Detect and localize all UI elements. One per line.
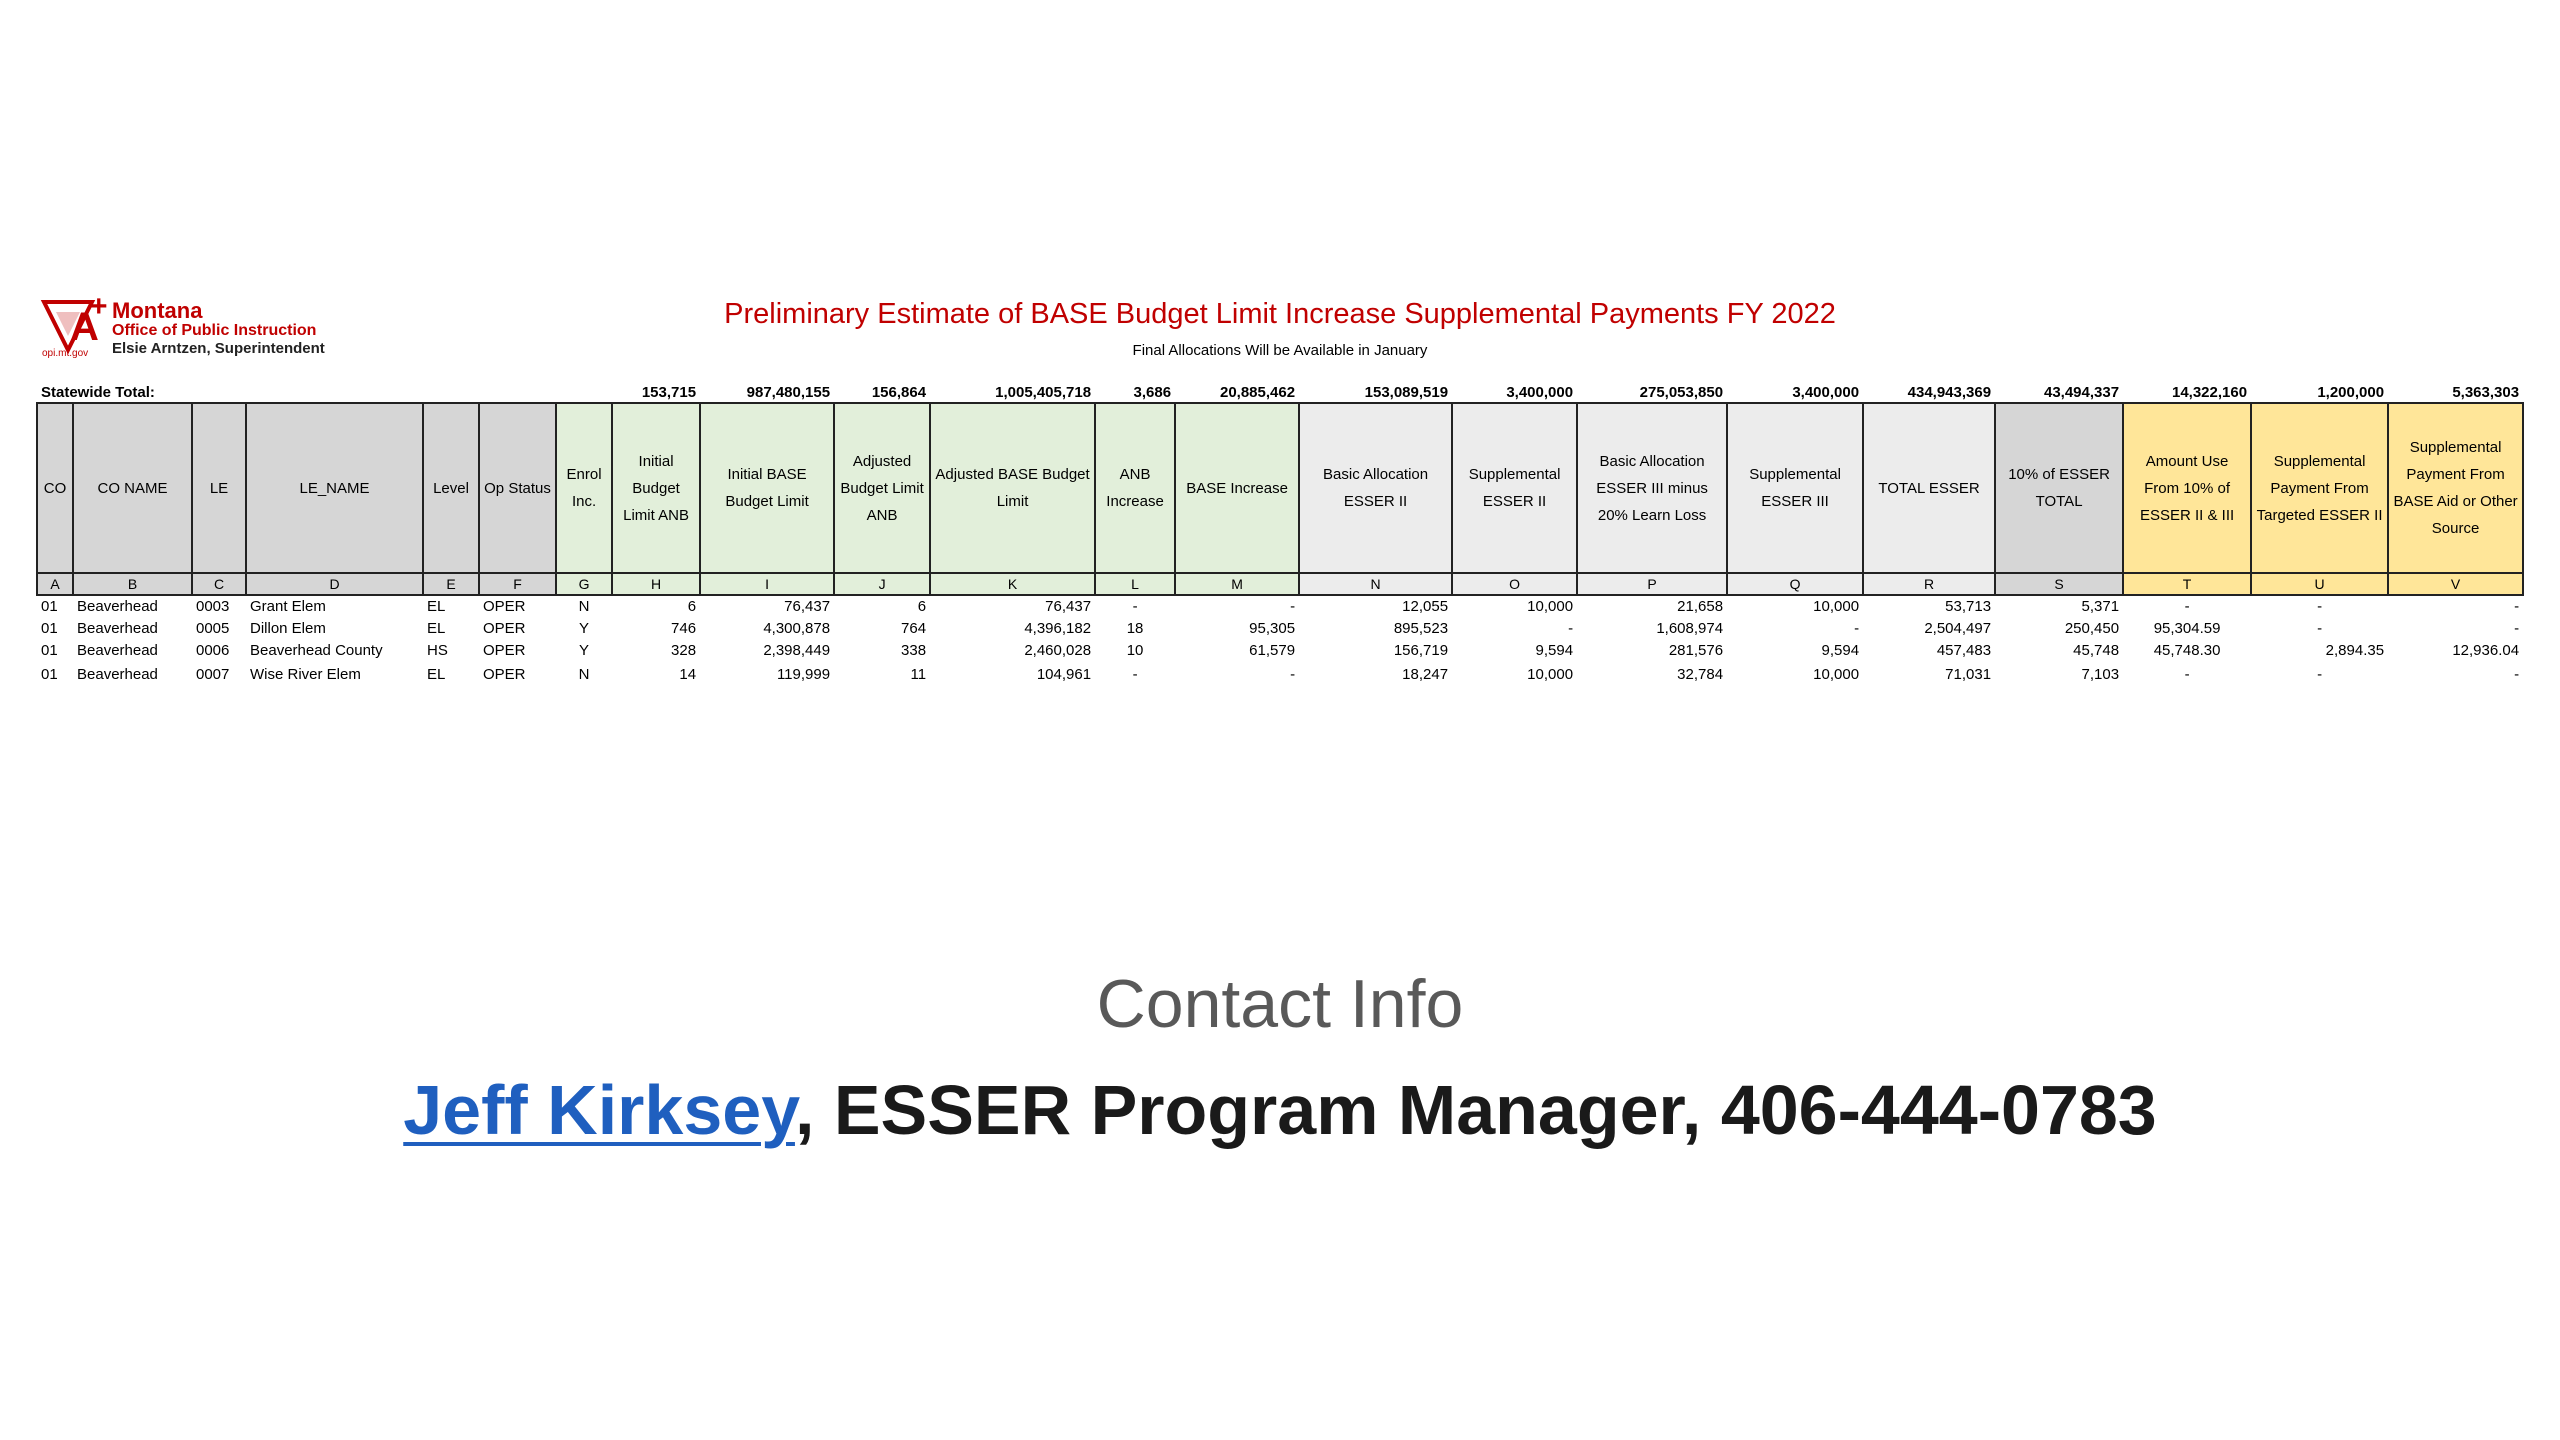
table-cell: 76,437 — [1045, 598, 1092, 615]
column-letter: M — [1175, 573, 1299, 595]
table-cell: 01 — [41, 598, 58, 615]
plus-icon: + — [90, 290, 108, 323]
table-cell: 12,055 — [1402, 598, 1449, 615]
total-cell: 1,200,000 — [2317, 383, 2385, 401]
org-name: Montana — [112, 298, 203, 323]
table-row — [37, 640, 2523, 662]
table-cell: Beaverhead — [77, 598, 158, 615]
total-cell: 20,885,462 — [1219, 383, 1296, 401]
table-cell: - — [2317, 666, 2323, 683]
table-cell: 2,398,449 — [763, 642, 831, 659]
column-header: LE_NAME — [246, 403, 423, 573]
total-cell: 434,943,369 — [1907, 383, 1992, 401]
column-letter: A — [37, 573, 73, 595]
column-letter: K — [930, 573, 1095, 595]
total-cell: 3,400,000 — [1792, 383, 1860, 401]
column-letter-row — [37, 573, 2523, 595]
column-letter: H — [612, 573, 700, 595]
table-cell: - — [2514, 598, 2520, 615]
table-cell: - — [1290, 598, 1296, 615]
table-cell: - — [1132, 598, 1138, 615]
column-header: Supplemental Payment From Targeted ESSER II — [2251, 403, 2388, 573]
table-cell: 9,594 — [1535, 642, 1574, 659]
column-letter: C — [192, 573, 246, 595]
table-cell: OPER — [483, 666, 526, 683]
total-cell: 14,322,160 — [2171, 383, 2248, 401]
table-row — [37, 618, 2523, 640]
column-header: Initial BASE Budget Limit — [700, 403, 834, 573]
column-letter: F — [479, 573, 556, 595]
table-cell: 01 — [41, 620, 58, 637]
column-header: Basic Allocation ESSER III minus 20% Learn Loss — [1577, 403, 1727, 573]
table-cell: Y — [579, 642, 590, 659]
contact-details: , ESSER Program Manager, 406-444-0783 — [794, 1071, 2157, 1149]
table-cell: 2,460,028 — [1024, 642, 1092, 659]
sheet-subtitle: Final Allocations Will be Available in January — [1132, 342, 1428, 359]
table-cell: 10 — [1126, 642, 1144, 659]
table-cell: 18 — [1126, 620, 1144, 637]
column-letter: J — [834, 573, 930, 595]
column-letter: D — [246, 573, 423, 595]
table-cell: 10,000 — [1813, 666, 1860, 683]
table-cell: 328 — [671, 642, 697, 659]
column-letter: B — [73, 573, 192, 595]
total-cell: 3,400,000 — [1506, 383, 1574, 401]
table-cell: 104,961 — [1036, 666, 1092, 683]
table-row — [37, 662, 2523, 688]
column-header: Supplemental ESSER II — [1452, 403, 1577, 573]
table-cell: 4,300,878 — [763, 620, 831, 637]
column-header: LE — [192, 403, 246, 573]
totals-row — [37, 382, 2523, 403]
table-cell: 76,437 — [784, 598, 831, 615]
column-header: CO NAME — [73, 403, 192, 573]
sheet-title: Preliminary Estimate of BASE Budget Limit Increase Supplemental Payments FY 2022 — [724, 298, 1836, 330]
table-cell: 0006 — [196, 642, 230, 659]
table-cell: 95,305 — [1249, 620, 1296, 637]
table-cell: N — [578, 666, 590, 683]
table-cell: 6 — [917, 598, 927, 615]
column-letter: R — [1863, 573, 1995, 595]
table-cell: 12,936.04 — [2452, 642, 2520, 659]
table-cell: Dillon Elem — [250, 620, 326, 637]
table-cell: - — [1132, 666, 1138, 683]
table-cell: - — [1854, 620, 1860, 637]
table-cell: 746 — [671, 620, 697, 637]
table-cell: 9,594 — [1821, 642, 1860, 659]
totals-label: Statewide Total: — [41, 383, 155, 401]
column-header: Op Status — [479, 403, 556, 573]
column-letter: N — [1299, 573, 1452, 595]
table-cell: 338 — [901, 642, 927, 659]
table-cell: 250,450 — [2064, 620, 2120, 637]
table-cell: HS — [427, 642, 448, 659]
table-cell: 45,748 — [2073, 642, 2120, 659]
table-cell: EL — [427, 620, 446, 637]
allocation-table — [36, 382, 2524, 688]
total-cell: 153,089,519 — [1364, 383, 1449, 401]
table-cell: OPER — [483, 620, 526, 637]
total-cell: 987,480,155 — [746, 383, 831, 401]
logo-url: opi.mt.gov — [42, 348, 89, 359]
table-cell: 281,576 — [1668, 642, 1724, 659]
table-cell: - — [2317, 598, 2323, 615]
table-cell: 11 — [910, 666, 927, 683]
contact-name-link[interactable]: Jeff Kirksey — [403, 1071, 795, 1149]
table-cell: N — [578, 598, 590, 615]
table-row — [37, 595, 2523, 618]
table-cell: Beaverhead — [77, 620, 158, 637]
column-letter: O — [1452, 573, 1577, 595]
table-cell: 18,247 — [1402, 666, 1449, 683]
org-subtitle: Office of Public Instruction — [112, 322, 317, 339]
column-header: ANB Increase — [1095, 403, 1175, 573]
total-cell: 5,363,303 — [2452, 383, 2520, 401]
table-cell: 21,658 — [1677, 598, 1724, 615]
table-cell: 01 — [41, 666, 58, 683]
table-cell: 457,483 — [1936, 642, 1992, 659]
svg-text:A: A — [70, 305, 99, 349]
table-cell: 2,504,497 — [1924, 620, 1992, 637]
table-cell: 6 — [687, 598, 697, 615]
table-cell: 156,719 — [1393, 642, 1449, 659]
column-letter: V — [2388, 573, 2523, 595]
table-cell: 53,713 — [1945, 598, 1992, 615]
table-cell: 01 — [41, 642, 58, 659]
column-header: Basic Allocation ESSER II — [1299, 403, 1452, 573]
column-header: Initial Budget Limit ANB — [612, 403, 700, 573]
table-cell: - — [1568, 620, 1574, 637]
table-cell: Y — [579, 620, 590, 637]
column-letter: Q — [1727, 573, 1863, 595]
table-cell: Wise River Elem — [250, 666, 361, 683]
column-header: Enrol Inc. — [556, 403, 612, 573]
column-letter: U — [2251, 573, 2388, 595]
table-cell: Beaverhead — [77, 666, 158, 683]
table-cell: 45,748.30 — [2153, 642, 2221, 659]
table-cell: 7,103 — [2081, 666, 2120, 683]
column-header: Supplemental ESSER III — [1727, 403, 1863, 573]
total-cell: 153,715 — [641, 383, 697, 401]
table-cell: 5,371 — [2081, 598, 2120, 615]
table-cell: 0007 — [196, 666, 230, 683]
table-cell: 14 — [679, 666, 697, 683]
table-cell: 0003 — [196, 598, 230, 615]
column-letter: P — [1577, 573, 1727, 595]
column-header: CO — [37, 403, 73, 573]
table-cell: OPER — [483, 642, 526, 659]
table-cell: 32,784 — [1677, 666, 1724, 683]
table-cell: Beaverhead County — [250, 642, 383, 659]
contact-line — [0, 1070, 2560, 1150]
total-cell: 275,053,850 — [1639, 383, 1724, 401]
table-cell: 4,396,182 — [1024, 620, 1092, 637]
column-letter: T — [2123, 573, 2251, 595]
column-letter: L — [1095, 573, 1175, 595]
column-header: BASE Increase — [1175, 403, 1299, 573]
table-cell: 1,608,974 — [1656, 620, 1724, 637]
column-header: Adjusted BASE Budget Limit — [930, 403, 1095, 573]
table-cell: - — [2184, 666, 2190, 683]
column-letter: E — [423, 573, 479, 595]
total-cell: 43,494,337 — [2043, 383, 2120, 401]
total-cell: 3,686 — [1133, 383, 1172, 401]
header-row — [37, 403, 2523, 573]
table-cell: 119,999 — [776, 666, 831, 683]
column-header: Amount Use From 10% of ESSER II & III — [2123, 403, 2251, 573]
column-header: TOTAL ESSER — [1863, 403, 1995, 573]
table-cell: 10,000 — [1813, 598, 1860, 615]
table-cell: 10,000 — [1527, 666, 1574, 683]
column-letter: I — [700, 573, 834, 595]
table-cell: OPER — [483, 598, 526, 615]
column-header: Supplemental Payment From BASE Aid or Other Source — [2388, 403, 2523, 573]
table-cell: Grant Elem — [250, 598, 326, 615]
table-cell: Beaverhead — [77, 642, 158, 659]
table-cell: 61,579 — [1249, 642, 1296, 659]
org-leader: Elsie Arntzen, Superintendent — [112, 340, 325, 357]
column-header: Adjusted Budget Limit ANB — [834, 403, 930, 573]
total-cell: 1,005,405,718 — [995, 383, 1092, 401]
table-cell: 764 — [901, 620, 927, 637]
table-cell: - — [1290, 666, 1296, 683]
table-cell: 71,031 — [1945, 666, 1992, 683]
column-letter: G — [556, 573, 612, 595]
column-header: 10% of ESSER TOTAL — [1995, 403, 2123, 573]
column-letter: S — [1995, 573, 2123, 595]
table-cell: 2,894.35 — [2325, 642, 2385, 659]
table-cell: - — [2184, 598, 2190, 615]
table-cell: EL — [427, 598, 446, 615]
table-cell: 895,523 — [1393, 620, 1449, 637]
column-header: Level — [423, 403, 479, 573]
table-cell: - — [2317, 620, 2323, 637]
table-cell: 10,000 — [1527, 598, 1574, 615]
table-cell: 95,304.59 — [2153, 620, 2221, 637]
table-cell: - — [2514, 666, 2520, 683]
table-cell: EL — [427, 666, 446, 683]
total-cell: 156,864 — [871, 383, 927, 401]
table-cell: - — [2514, 620, 2520, 637]
table-cell: 0005 — [196, 620, 230, 637]
contact-heading: Contact Info — [1096, 966, 1464, 1042]
